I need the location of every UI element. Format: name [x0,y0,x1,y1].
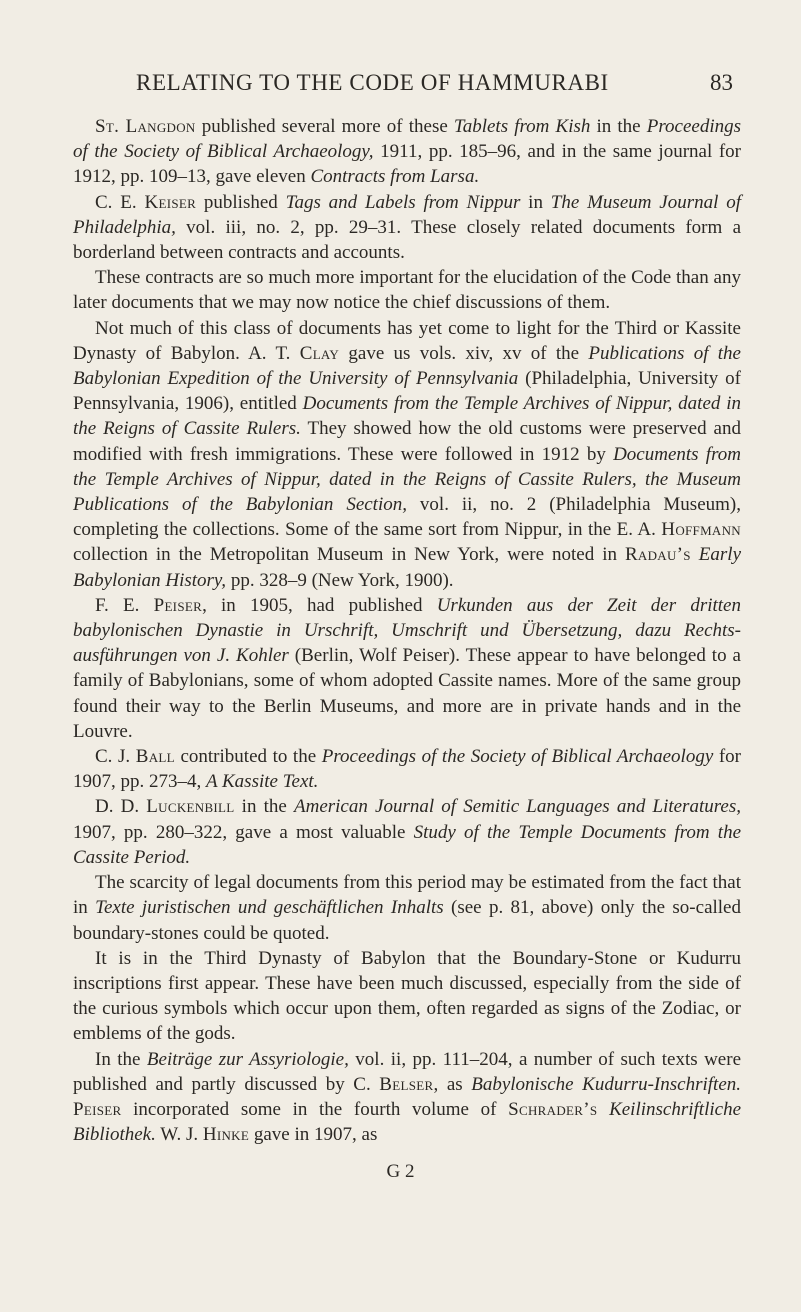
paragraph: F. E. Peiser, in 1905, had published Urkunden aus der Zeit der dritten babylonischen Dynastie in Urschrift, Umschrift und Übersetzung, dazu Rechts-ausführungen von J. Kohler (Berlin, Wolf Peiser). These appear to have belonged to a family of Babylonians, some of whom adopted Cassite names. More of the same group found their way to the Berlin Museums, and more are in private hands and in the Louvre. [73,594,741,742]
paragraph: Not much of this class of documents has yet come to light for the Third or Kassite Dynasty of Babylon. A. T. Clay gave us vols. xiv, xv of the Publications of the Babylonian Expedition of the University of Pennsylvania (Philadelphia, University of Pennsylvania, 1906), entitled Documents from the Temple Archives of Nippur, dated in the Reigns of Cassite Rulers. They showed how the old customs were preserved and modified with fresh immigrations. These were followed in 1912 by Documents from the Temple Archives of Nippur, dated in the Reigns of Cassite Rulers, the Museum Publications of the Babylonian Section, vol. ii, no. 2 (Philadelphia Museum), completing the collections. Some of the same sort from Nippur, in the E. A. Hoffmann collection in the Metropolitan Museum in New York, were noted in Radau’s Early Babylonian History, pp. 328–9 (New York, 1900). [73,317,742,591]
paragraph: In the Beiträge zur Assyriologie, vol. ii, pp. 111–204, a number of such texts were published and partly discussed by C. Belser, as Babylonische Kudurru-Inschriften. Peiser incorporated some in the fourth volume of Schrader’s Keilinschriftliche Bibliothek. W. J. Hinke gave in 1907, as [73,1048,742,1146]
author-name: Clay [299,342,340,364]
page-number: 83 [710,70,733,95]
italic-title: Babylonische Kudurru-Inschriften. [471,1073,741,1095]
paragraph: The scarcity of legal documents from this period may be estimated from the fact that in Texte juristischen und geschäftlichen Inhalts (see p. 81, above) only the so-called boundary-stones could be quoted. [73,872,741,944]
italic-title: Contracts from Larsa. [310,166,480,188]
italic-title: Urkunden aus der Zeit der dritten babylonischen Dynastie in Urschrift, Umschrift und Übersetzung, dazu Rechts-ausführungen von J. Kohler [73,594,741,667]
running-head-title: RELATING TO THE CODE OF HAMMURABI [136,70,609,95]
italic-title: Texte juristischen und geschäftlichen Inhalts [95,897,444,919]
author-name: Schrader’s [508,1098,598,1120]
paragraph: It is in the Third Dynasty of Babylon that the Boundary-Stone or Kudurru inscriptions first appear. These have been much discussed, especially from the side of the curious symbols which occur upon them, often regarded as signs of the Zodiac, or emblems of the gods. [73,947,741,1045]
author-name: Ball [135,746,175,768]
italic-title: A Kassite Text. [206,771,319,793]
body-text [73,114,741,1147]
italic-title: Documents from the Temple Archives of Nippur, dated in the Reigns of Cassite Rulers. [73,393,741,440]
italic-title: Beiträge zur Assyriologie, [146,1048,349,1070]
author-name: Radau’s [624,544,691,566]
paragraph: C. E. Keiser published Tags and Labels from Nippur in The Museum Journal of Philadelphia, vol. iii, no. 2, pp. 29–31. These closely related documents form a borderland between contracts and accounts. [73,191,742,264]
author-name: Peiser [153,594,203,616]
paragraph: C. J. Ball contributed to the Proceedings of the Society of Biblical Archaeology for 1907, pp. 273–4, A Kassite Text. [73,746,742,793]
paragraph: St. Langdon published several more of these Tablets from Kish in the Proceedings of the Society of Biblical Archaeology, 1911, pp. 185–96, and in the same journal for 1912, pp. 109–13, gave eleven Contracts from Larsa. [73,116,742,188]
italic-title: Keilinschriftliche Bibliothek. [73,1098,742,1146]
italic-title: Proceedings of the Society of Biblical Archaeology [321,746,714,768]
author-name: Luckenbill [146,796,235,818]
paragraph: D. D. Luckenbill in the American Journal of Semitic Languages and Literatures, 1907, pp. 280–322, gave a most valuable Study of the Temple Documents from the Cassite Period. [73,796,742,868]
italic-title: The Museum Journal of Philadelphia, [73,191,742,238]
italic-title: Documents from the Temple Archives of Nippur, dated in the Reigns of Cassite Rulers, the Museum Publications of the Babylonian Section, [73,443,741,516]
paragraph: These contracts are so much more important for the elucidation of the Code than any later documents that we may now notice the chief discussions of them. [73,267,741,314]
author-name: Belser [379,1073,434,1095]
italic-title: Publications of the Babylonian Expedition of the University of Pennsylvania [73,342,741,390]
italic-title: Early Babylonian History, [73,544,742,591]
running-header [0,70,801,106]
italic-title: Study of the Temple Documents from the Cassite Period. [73,821,742,868]
italic-title: Tablets from Kish [453,116,591,137]
author-name: Keiser [144,191,197,213]
author-name: St. Langdon [95,116,196,137]
author-name: Hinke [202,1124,250,1146]
italic-title: American Journal of Semitic Languages and Literatures, [294,796,741,818]
italic-title: Proceedings of the Society of Biblical Archaeology, [73,116,741,163]
author-name: Peiser [73,1098,122,1120]
italic-title: Tags and Labels from Nippur [285,191,521,213]
author-name: Hoffmann [661,519,741,541]
signature-mark: G 2 [386,1161,415,1182]
